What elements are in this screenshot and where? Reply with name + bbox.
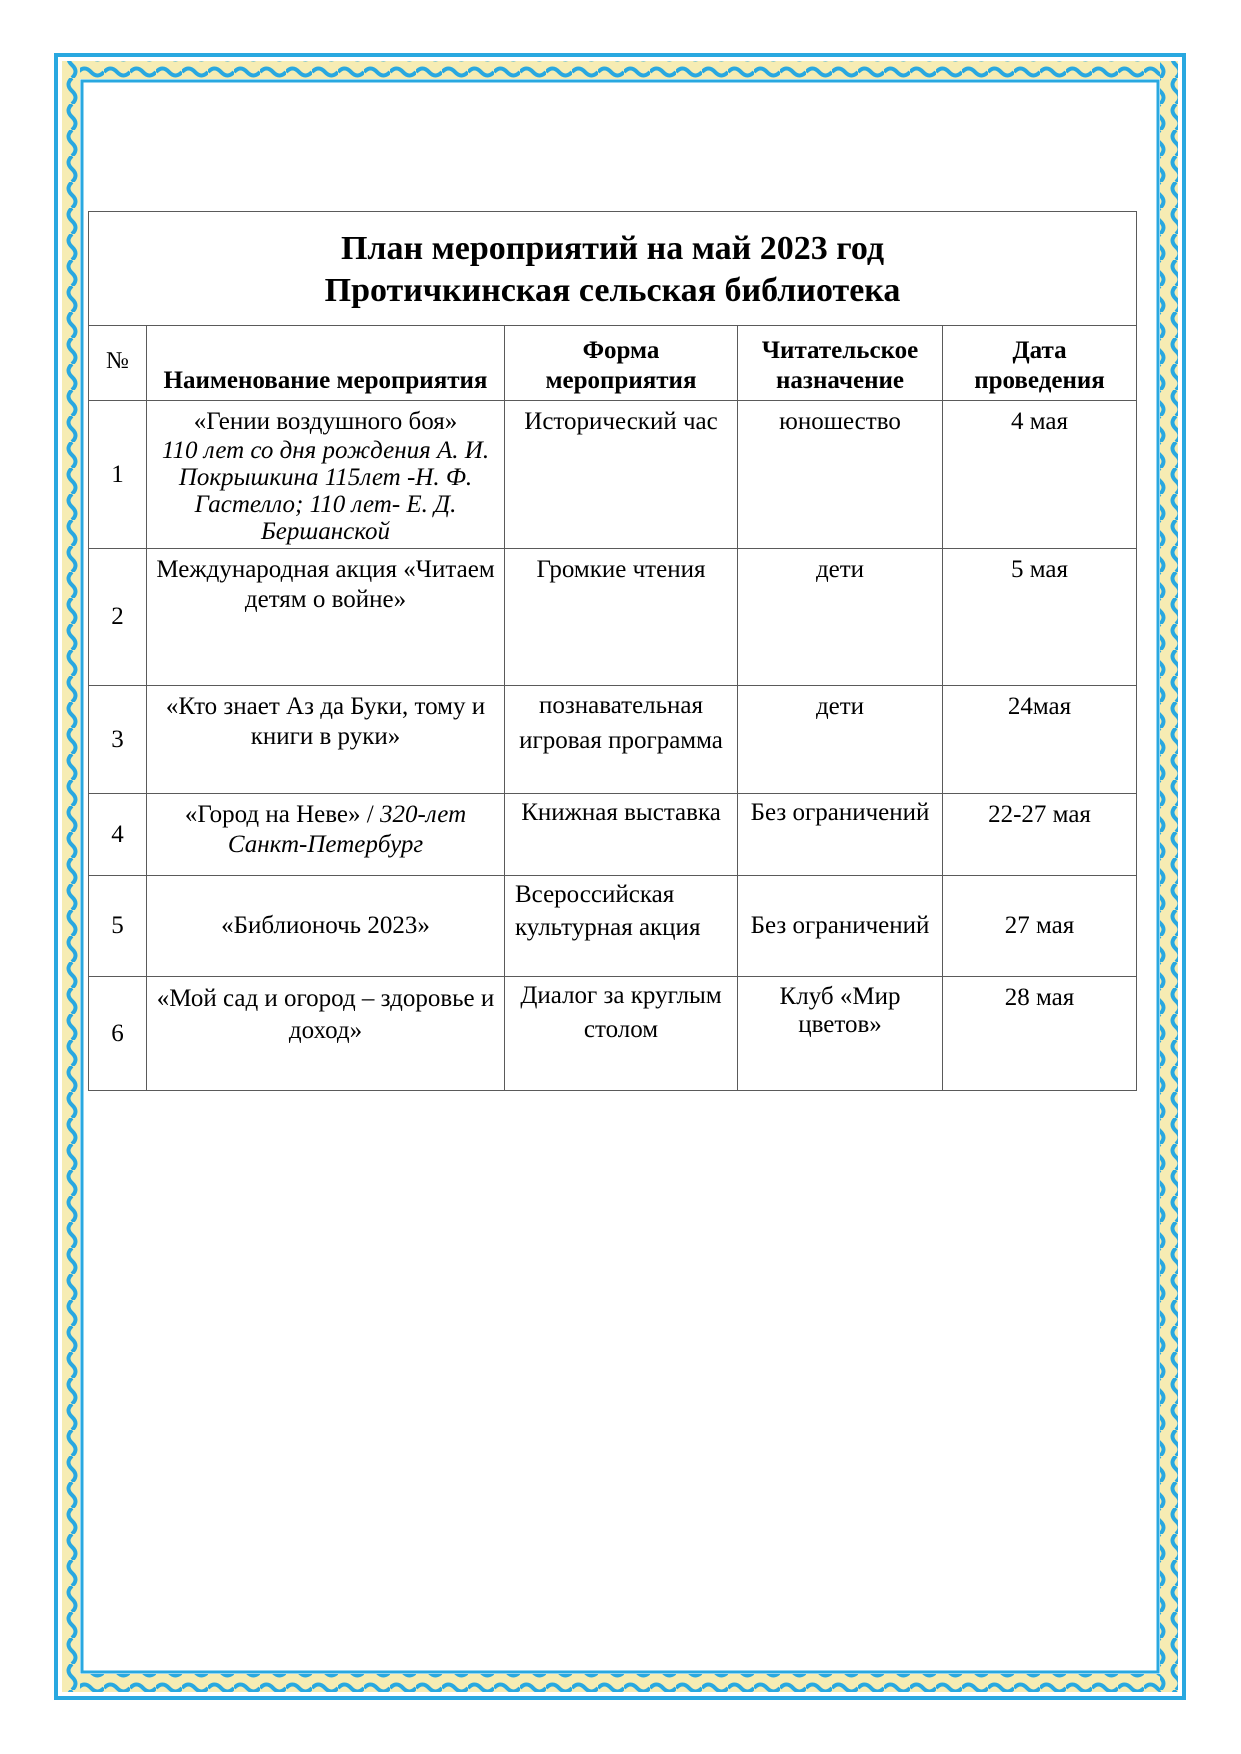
header-no: № <box>89 326 147 401</box>
event-name: «Мой сад и огород – здоровье и доход» <box>147 977 505 1091</box>
event-name: «Кто знает Аз да Буки, тому и книги в руки» <box>147 686 505 794</box>
row-number: 1 <box>89 401 147 549</box>
event-note: 110 лет со дня рождения А. И. Покрышкина 115лет -Н. Ф. Гастелло; 110 лет- Е. Д. Бершанской <box>161 437 490 545</box>
event-form: Громкие чтения <box>505 549 738 686</box>
table-row <box>89 794 1137 876</box>
event-form: Книжная выставка <box>505 794 738 876</box>
table-row <box>89 686 1137 794</box>
event-audience: юношество <box>738 401 943 549</box>
event-audience: дети <box>738 549 943 686</box>
header-name: Наименование мероприятия <box>147 326 505 401</box>
event-form: Всероссийская культурная акция <box>505 876 738 977</box>
event-name <box>147 794 505 876</box>
event-form: Диалог за круглым столом <box>505 977 738 1091</box>
event-date: 27 мая <box>943 876 1137 977</box>
event-audience: дети <box>738 686 943 794</box>
events-plan-table <box>88 211 1137 1091</box>
header-form: Форма мероприятия <box>505 326 738 401</box>
event-date: 4 мая <box>943 401 1137 549</box>
table-row <box>89 977 1137 1091</box>
row-number: 6 <box>89 977 147 1091</box>
event-name: Международная акция «Читаем детям о войне» <box>147 549 505 686</box>
event-audience: Клуб «Мир цветов» <box>738 977 943 1091</box>
event-form: Исторический час <box>505 401 738 549</box>
row-number: 4 <box>89 794 147 876</box>
row-number: 5 <box>89 876 147 977</box>
event-name: «Библионочь 2023» <box>147 876 505 977</box>
event-audience: Без ограничений <box>738 794 943 876</box>
title-line-1: План мероприятий на май 2023 год <box>340 229 885 267</box>
event-date: 28 мая <box>943 977 1137 1091</box>
event-note: 320-лет Санкт-Петербург <box>227 801 467 858</box>
event-name <box>147 401 505 549</box>
row-number: 3 <box>89 686 147 794</box>
title-line-2: Протичкинская сельская библиотека <box>324 271 901 309</box>
document-title <box>89 212 1137 326</box>
row-number: 2 <box>89 549 147 686</box>
event-title: «Город на Неве» / <box>184 801 374 828</box>
table-row <box>89 876 1137 977</box>
header-audience: Читательское назначение <box>738 326 943 401</box>
event-date: 22-27 мая <box>943 794 1137 876</box>
table-row <box>89 401 1137 549</box>
header-date: Дата проведения <box>943 326 1137 401</box>
title-row <box>89 212 1137 326</box>
table-row <box>89 549 1137 686</box>
event-date: 5 мая <box>943 549 1137 686</box>
event-form: познавательная игровая программа <box>505 686 738 794</box>
event-audience: Без ограничений <box>738 876 943 977</box>
header-row <box>89 326 1137 401</box>
event-title: «Гении воздушного боя» <box>193 408 458 435</box>
event-date: 24мая <box>943 686 1137 794</box>
